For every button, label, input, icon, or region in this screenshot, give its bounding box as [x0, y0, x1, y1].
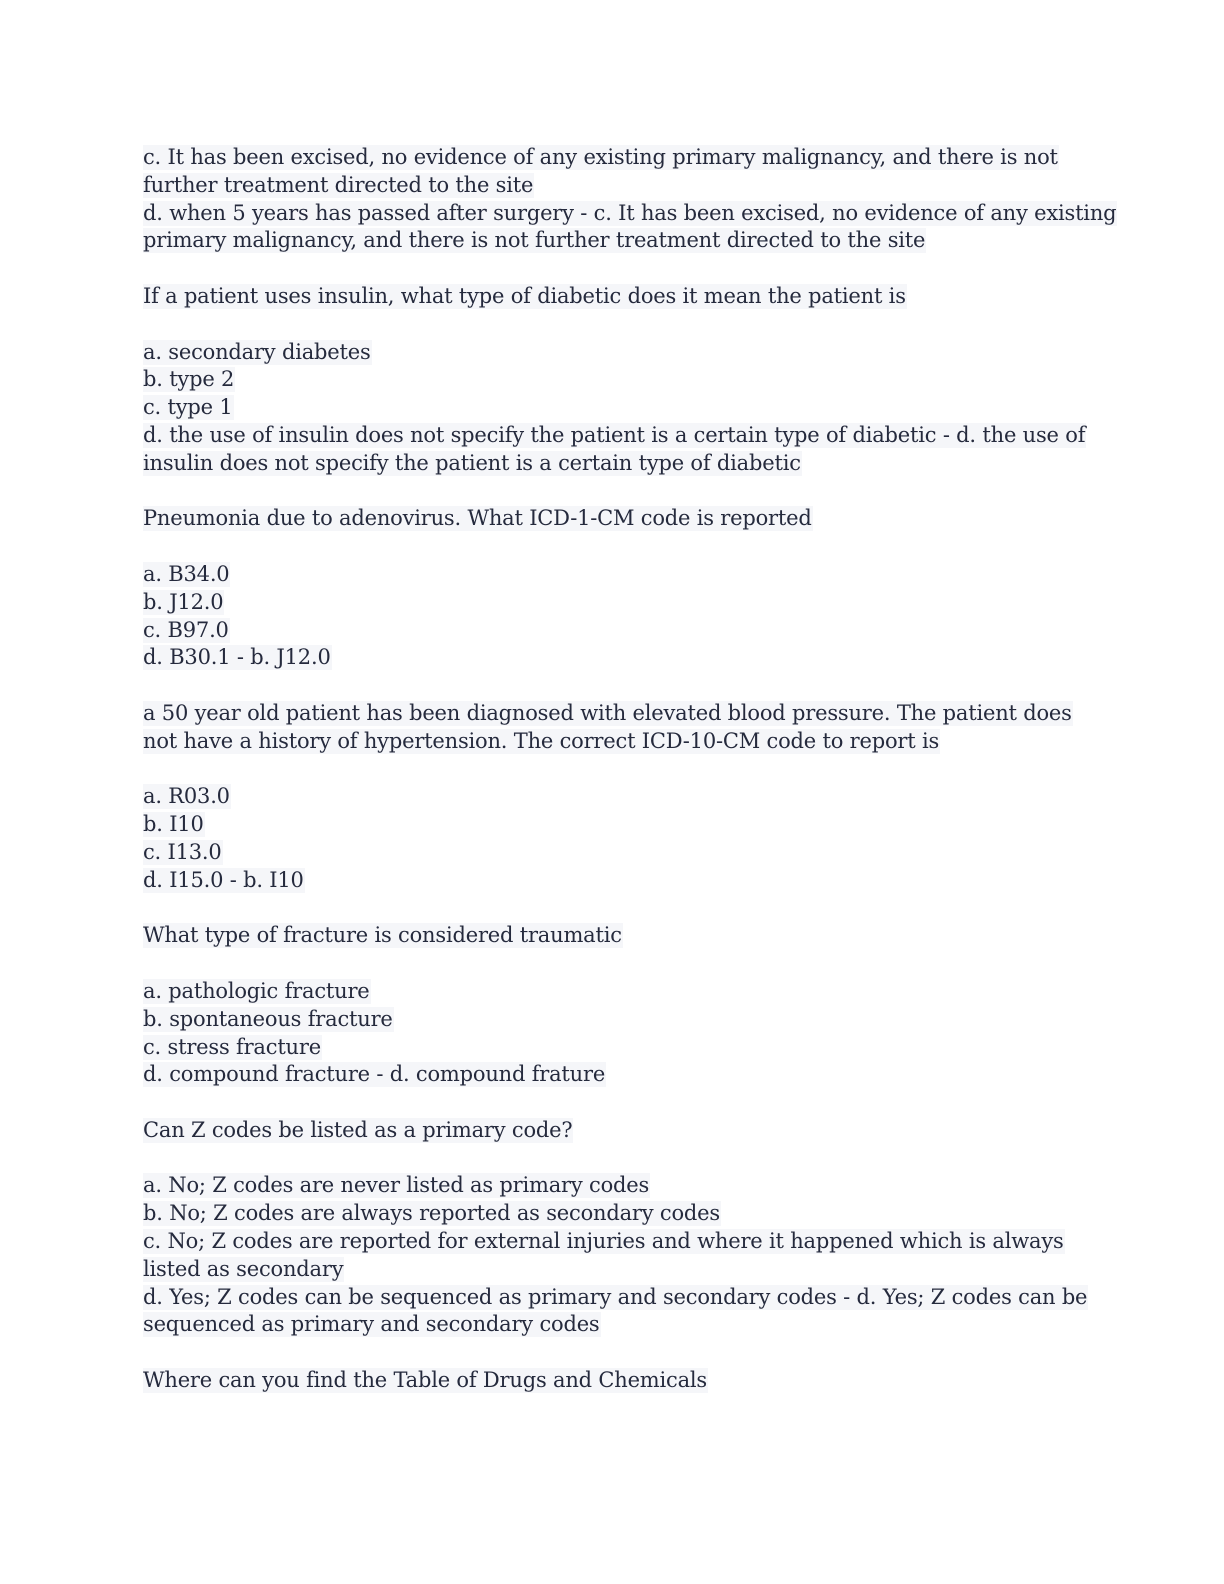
- answer-option: a. R03.0: [143, 784, 230, 809]
- answer-option: b. J12.0: [143, 589, 224, 614]
- answer-option: a. pathologic fracture: [143, 978, 370, 1003]
- question-block: [143, 922, 1083, 1089]
- answer-option: d. Yes; Z codes can be sequenced as primary and secondary codes - d. Yes; Z codes can be: [143, 1284, 1088, 1309]
- spacer: [143, 1339, 1083, 1367]
- spacer: [143, 895, 1083, 923]
- answer-option: listed as secondary: [143, 1256, 344, 1281]
- question-text: Where can you find the Table of Drugs and Chemicals: [143, 1368, 707, 1393]
- spacer: [143, 950, 1083, 978]
- question-text: not have a history of hypertension. The correct ICD-10-CM code to report is: [143, 728, 940, 753]
- answer-option: a. No; Z codes are never listed as primary codes: [143, 1173, 650, 1198]
- question-text: If a patient uses insulin, what type of diabetic does it mean the patient is: [143, 283, 906, 308]
- answer-option: a. secondary diabetes: [143, 339, 371, 364]
- answer-option: b. I10: [143, 812, 204, 837]
- answer-line: further treatment directed to the site: [143, 172, 534, 197]
- answer-option: a. B34.0: [143, 561, 230, 586]
- answer-option: b. No; Z codes are always reported as secondary codes: [143, 1201, 720, 1226]
- spacer: [143, 1089, 1083, 1117]
- spacer: [143, 672, 1083, 700]
- answer-option: d. I15.0 - b. I10: [143, 867, 304, 892]
- spacer: [143, 533, 1083, 561]
- question-block: [143, 1117, 1088, 1339]
- answer-option: d. the use of insulin does not specify the patient is a certain type of diabetic - d. the use of: [143, 422, 1086, 447]
- answer-line: primary malignancy, and there is not further treatment directed to the site: [143, 228, 926, 253]
- answer-option: d. B30.1 - b. J12.0: [143, 645, 331, 670]
- answer-option: c. stress fracture: [143, 1034, 321, 1059]
- question-text: Pneumonia due to adenovirus. What ICD-1-CM code is reported: [143, 506, 812, 531]
- spacer: [143, 478, 1083, 506]
- answer-line: c. It has been excised, no evidence of any existing primary malignancy, and there is not: [143, 145, 1058, 169]
- answer-option: insulin does not specify the patient is a certain type of diabetic: [143, 450, 801, 475]
- question-text: a 50 year old patient has been diagnosed with elevated blood pressure. The patient does: [143, 700, 1072, 725]
- answer-line: d. when 5 years has passed after surgery - c. It has been excised, no evidence of any existing: [143, 200, 1117, 225]
- answer-option: sequenced as primary and secondary codes: [143, 1312, 600, 1337]
- answer-option: c. type 1: [143, 395, 233, 420]
- question-block: [143, 505, 1083, 672]
- question-block: [143, 700, 1083, 895]
- answer-option: c. I13.0: [143, 839, 222, 864]
- answer-option: d. compound fracture - d. compound frature: [143, 1062, 606, 1087]
- answer-option: c. B97.0: [143, 617, 229, 642]
- question-block: [143, 283, 1086, 478]
- spacer: [143, 311, 1083, 339]
- spacer: [143, 1145, 1083, 1173]
- spacer: [143, 756, 1083, 784]
- answer-option: c. No; Z codes are reported for external injuries and where it happened which is always: [143, 1229, 1064, 1254]
- question-text: Can Z codes be listed as a primary code?: [143, 1117, 573, 1142]
- answer-option: b. spontaneous fracture: [143, 1006, 393, 1031]
- document-page: [143, 144, 1117, 1395]
- question-text: What type of fracture is considered traumatic: [143, 923, 622, 948]
- spacer: [143, 255, 1083, 283]
- question-block: [143, 1367, 1083, 1395]
- carryover-answer-block: [143, 144, 1117, 255]
- answer-option: b. type 2: [143, 367, 235, 392]
